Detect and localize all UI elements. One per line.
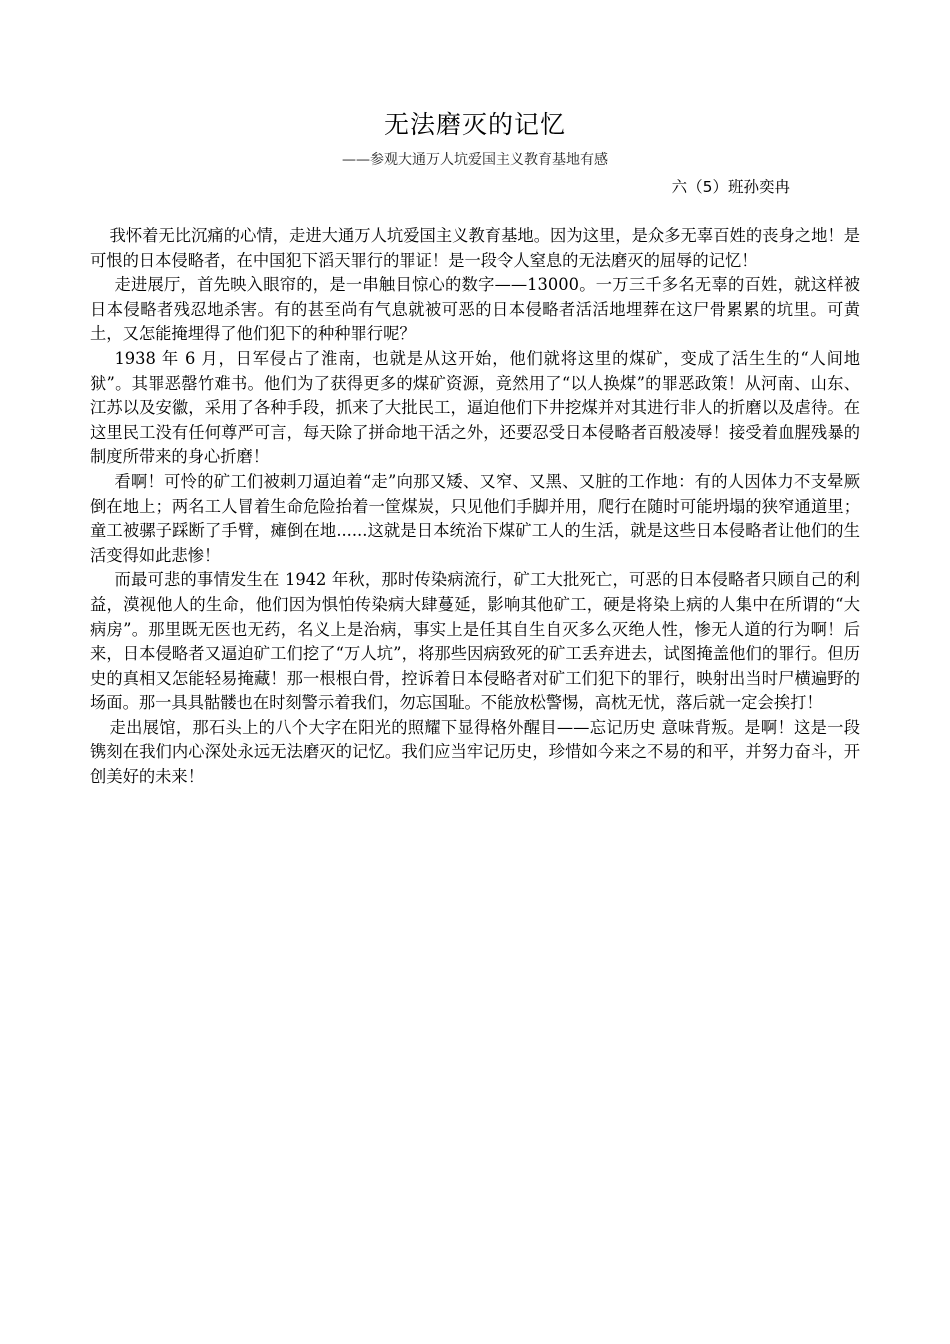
paragraph-3: 1938 年 6 月，日军侵占了淮南，也就是从这开始，他们就将这里的煤矿，变成了活生生的“人间地狱”。其罪恶罄竹难书。他们为了获得更多的煤矿资源，竟然用了“以人换煤”的罪恶政策！从河南、山东、江苏以及安徽，采用了各种手段，抓来了大批民工，逼迫他们下井挖煤并对其进行非人的折磨以及虐待。在这里民工没有任何尊严可言，每天除了拼命地干活之外，还要忍受日本侵略者百般凌辱！接受着血腥残暴的制度所带来的身心折磨！ bbox=[90, 348, 860, 467]
paragraph-5: 而最可悲的事情发生在 1942 年秋，那时传染病流行，矿工大批死亡，可恶的日本侵略者只顾自己的利益，漠视他人的生命，他们因为惧怕传染病大肆蔓延，影响其他矿工，硬是将染上病的人集中在所谓的“大病房”。那里既无医也无药，名义上是治病，事实上是任其自生自灭多么灭绝人性，惨无人道的行为啊！后来，日本侵略者又逼迫矿工们挖了“万人坑”，将那些因病致死的矿工丢弃进去，试图掩盖他们的罪行。但历史的真相又怎能轻易掩藏！那一根根白骨，控诉着日本侵略者对矿工们犯下的罪行，映射出当时尸横遍野的场面。那一具具骷髅也在时刻警示着我们，勿忘国耻。不能放松警惕，高枕无忧，落后就一定会挨打！ bbox=[90, 570, 860, 713]
paragraph-4: 看啊！可怜的矿工们被刺刀逼迫着“走”向那又矮、又窄、又黑、又脏的工作地：有的人因体力不支晕厥倒在地上；两名工人冒着生命危险抬着一筐煤炭，只见他们手脚并用，爬行在随时可能坍塌的狭窄通道里；童工被骡子踩断了手臂，瘫倒在地......这就是日本统治下煤矿工人的生活，就是这些日本侵略者让他们的生活变得如此悲惨！ bbox=[90, 471, 860, 565]
paragraph-1: 我怀着无比沉痛的心情，走进大通万人坑爱国主义教育基地。因为这里，是众多无辜百姓的丧身之地！是可恨的日本侵略者，在中国犯下滔天罪行的罪证！是一段令人窒息的无法磨灭的屈辱的记忆！ bbox=[90, 226, 860, 270]
document-subtitle: ——参观大通万人坑爱国主义教育基地有感 bbox=[342, 152, 608, 168]
paragraph-6: 走出展馆，那石头上的八个大字在阳光的照耀下显得格外醒目——忘记历史 意味背叛。是啊！这是一段镌刻在我们内心深处永远无法磨灭的记忆。我们应当牢记历史，珍惜如今来之不易的和平，并努力奋斗，开创美好的未来！ bbox=[90, 717, 860, 787]
paragraph-2: 走进展厅，首先映入眼帘的，是一串触目惊心的数字——13000。一万三千多名无辜的百姓，就这样被日本侵略者残忍地杀害。有的甚至尚有气息就被可恶的日本侵略者活活地埋葬在这尸骨累累的坑里。可黄土，又怎能掩埋得了他们犯下的种种罪行呢？ bbox=[90, 275, 860, 344]
author-line: 六（5）班孙奕冉 bbox=[671, 178, 790, 196]
essay-body bbox=[90, 224, 860, 790]
document-title: 无法磨灭的记忆 bbox=[383, 110, 566, 139]
